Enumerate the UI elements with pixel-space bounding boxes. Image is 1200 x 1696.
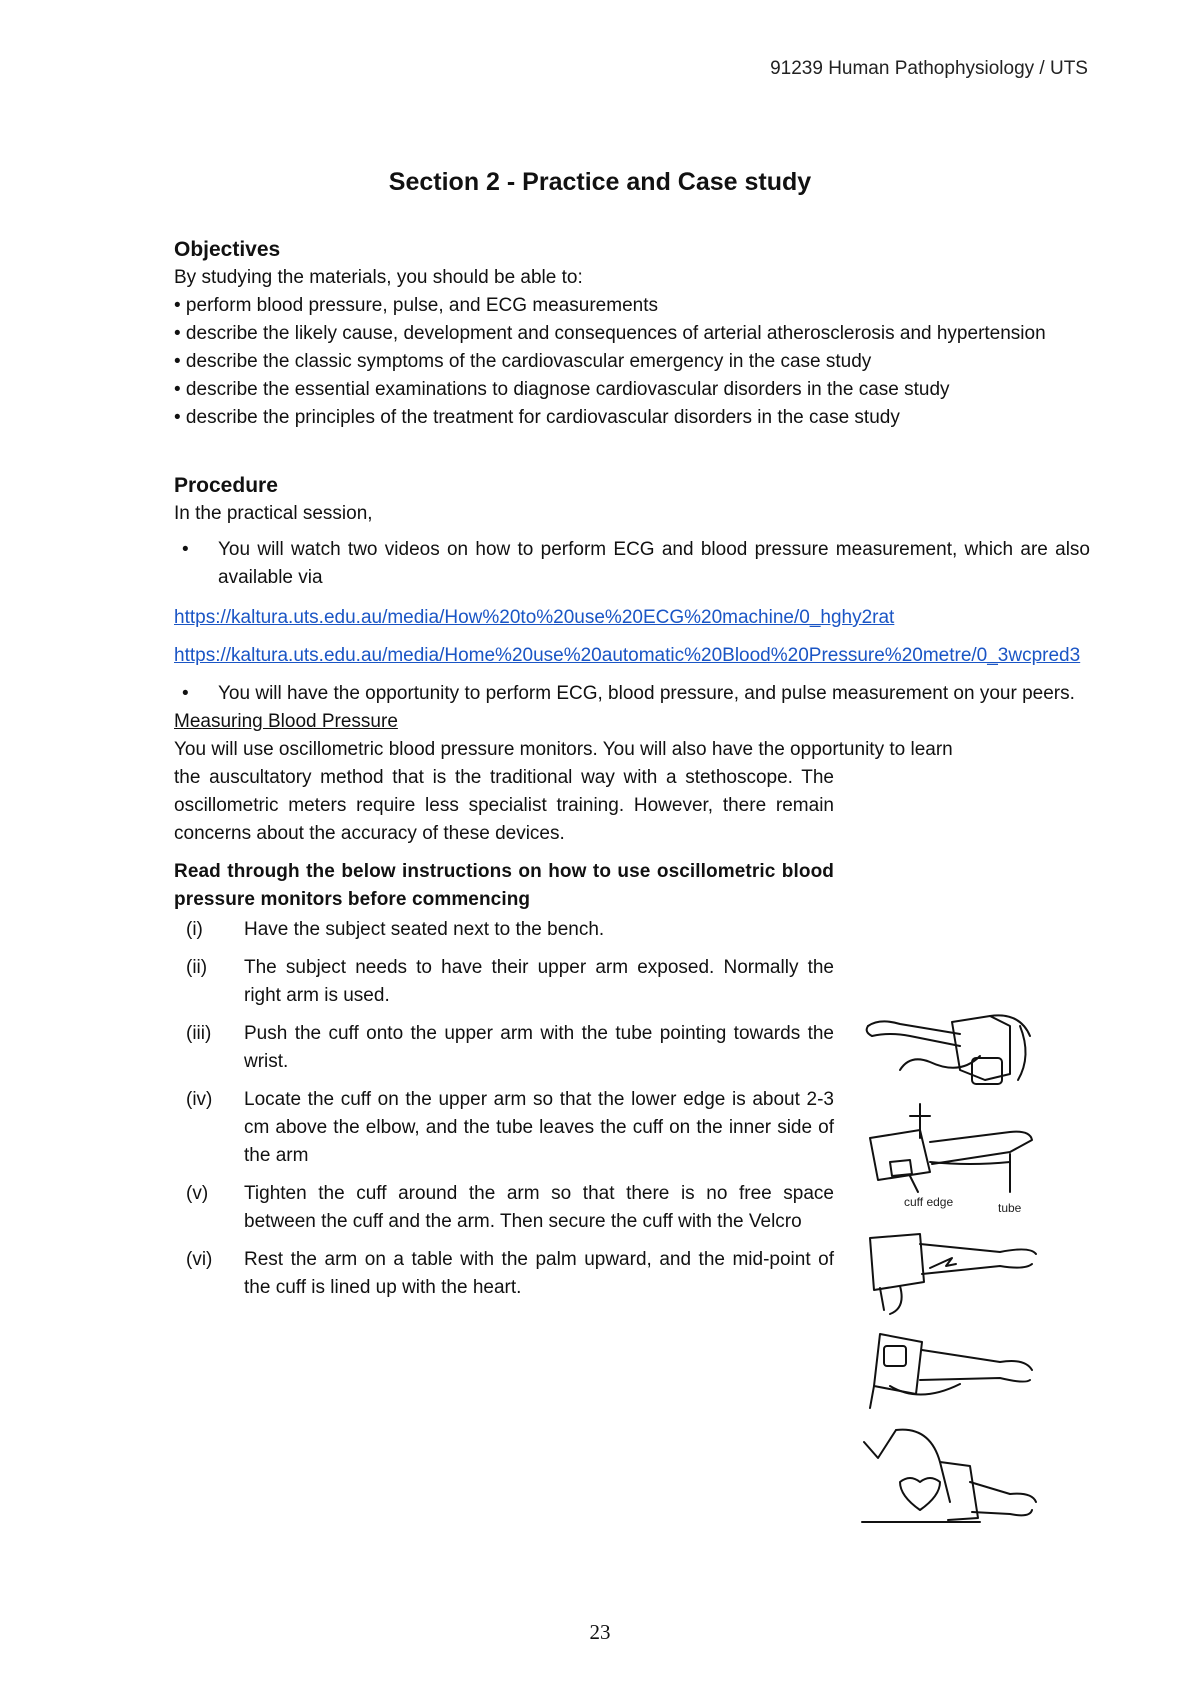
objectives-heading: Objectives [174, 238, 281, 261]
step-number: (v) [186, 1183, 209, 1204]
arm-cuff-illustration-3 [860, 1228, 1040, 1318]
step-text: Rest the arm on a table with the palm upward, and the mid-point of the cuff is lined up with the heart. [244, 1249, 834, 1298]
step-number: (iv) [186, 1089, 213, 1110]
procedure-bullet [174, 536, 1090, 592]
procedure-list [174, 536, 1090, 592]
step-text: Tighten the cuff around the arm so that there is no free space between the cuff and the arm. Then secure the cuff with the Velcro [244, 1183, 834, 1232]
bp-illustrations [860, 996, 1100, 1532]
step-text: Have the subject seated next to the bench. [244, 919, 605, 940]
objective-item: • describe the classic symptoms of the cardiovascular emergency in the case study [174, 351, 872, 372]
bp-step [174, 1246, 834, 1302]
procedure-intro: In the practical session, [174, 503, 373, 524]
arm-cuff-illustration-2 [860, 1102, 1040, 1222]
tube-label: tube [998, 1201, 1022, 1215]
bp-para-line1: You will use oscillometric blood pressure monitors. You will also have the opportunity to learn [174, 739, 953, 760]
step-number: (vi) [186, 1249, 213, 1270]
arm-cuff-illustration-4 [860, 1324, 1040, 1414]
bp-para-rest: the auscultatory method that is the traditional way with a stethoscope. The oscillometric meters require less specialist training. However, there remain concerns about the accuracy of these devices. [174, 767, 834, 844]
step-text: Locate the cuff on the upper arm so that the lower edge is about 2-3 cm above the elbow, and the tube leaves the cuff on the inner side of the arm [244, 1089, 834, 1166]
procedure-bullet [174, 680, 1090, 708]
step-number: (iii) [186, 1023, 212, 1044]
objective-item: • describe the essential examinations to diagnose cardiovascular disorders in the case study [174, 379, 950, 400]
bp-video-link[interactable]: https://kaltura.uts.edu.au/media/Home%20use%20automatic%20Blood%20Pressure%20metre/0_3wcpred3 [174, 645, 1081, 666]
step-number: (ii) [186, 957, 208, 978]
bp-step [174, 1020, 834, 1076]
page-number: 23 [589, 1620, 611, 1644]
bp-step [174, 1086, 834, 1170]
bullet-icon: • [182, 683, 189, 704]
procedure-list-2 [174, 680, 1090, 708]
bp-step [174, 954, 834, 1010]
arm-cuff-illustration-5 [860, 1422, 1040, 1532]
procedure-bullet-text: You will watch two videos on how to perform ECG and blood pressure measurement, which are also available via [218, 539, 1090, 588]
procedure-heading: Procedure [174, 474, 278, 497]
procedure-bullet-text: You will have the opportunity to perform ECG, blood pressure, and pulse measurement on your peers. [218, 683, 1075, 704]
ecg-video-link[interactable]: https://kaltura.uts.edu.au/media/How%20to%20use%20ECG%20machine/0_hghy2rat [174, 607, 895, 628]
objectives-intro: By studying the materials, you should be able to: [174, 267, 583, 288]
cuff-edge-label: cuff edge [904, 1195, 954, 1209]
step-text: The subject needs to have their upper arm exposed. Normally the right arm is used. [244, 957, 834, 1006]
objective-item: • perform blood pressure, pulse, and ECG measurements [174, 295, 658, 316]
heart-icon [900, 1478, 940, 1510]
bp-steps-list [174, 916, 834, 1302]
objective-item: • describe the principles of the treatment for cardiovascular disorders in the case study [174, 407, 900, 428]
objective-item: • describe the likely cause, development and consequences of arterial atherosclerosis and hypertension [174, 323, 1046, 344]
page-header: 91239 Human Pathophysiology / UTS [770, 58, 1088, 79]
arm-cuff-illustration-1 [860, 996, 1040, 1096]
step-number: (i) [186, 919, 203, 940]
bp-instruction: Read through the below instructions on how to use oscillometric blood pressure monitors before commencing [174, 861, 834, 910]
bp-step [174, 916, 834, 944]
bp-subheading: Measuring Blood Pressure [174, 711, 398, 732]
step-text: Push the cuff onto the upper arm with the tube pointing towards the wrist. [244, 1023, 834, 1072]
bullet-icon: • [182, 539, 189, 560]
bp-step [174, 1180, 834, 1236]
section-title: Section 2 - Practice and Case study [388, 168, 812, 196]
